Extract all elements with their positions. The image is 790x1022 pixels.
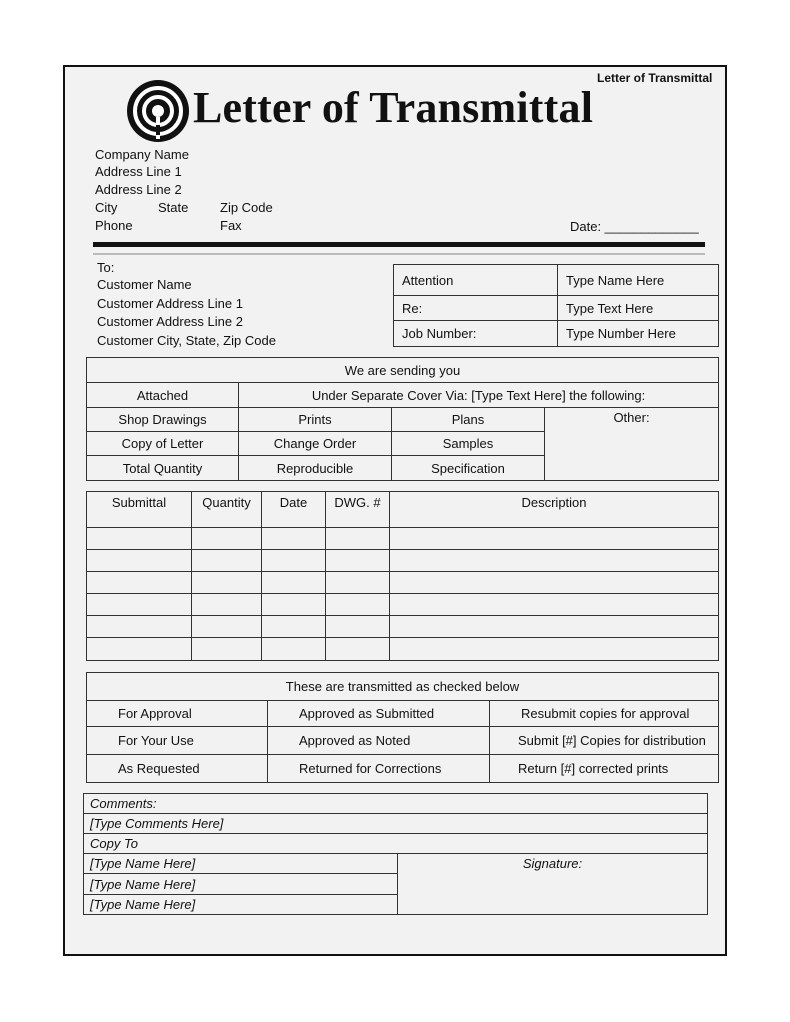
option-reproducible[interactable]: Reproducible <box>239 456 392 481</box>
concentric-circle-logo-icon <box>126 79 190 143</box>
option-other[interactable]: Other: <box>545 408 719 481</box>
customer-address-2[interactable]: Customer Address Line 2 <box>97 314 243 329</box>
option-samples[interactable]: Samples <box>392 432 545 456</box>
option-total-quantity[interactable]: Total Quantity <box>87 456 239 481</box>
re-value[interactable]: Type Text Here <box>558 296 719 321</box>
copy-to-label: Copy To <box>84 834 708 854</box>
table-row[interactable] <box>87 550 719 572</box>
table-row[interactable] <box>87 594 719 616</box>
option-returned-for-corrections[interactable]: Returned for Corrections <box>268 755 490 783</box>
re-label: Re: <box>394 296 558 321</box>
table-row[interactable] <box>87 616 719 638</box>
header-date: Date <box>262 492 326 528</box>
customer-address-1[interactable]: Customer Address Line 1 <box>97 296 243 311</box>
date-field[interactable]: Date: _____________ <box>570 219 699 234</box>
option-shop-drawings[interactable]: Shop Drawings <box>87 408 239 432</box>
option-approved-as-submitted[interactable]: Approved as Submitted <box>268 701 490 727</box>
company-phone: Phone <box>95 218 133 233</box>
separate-cover-option[interactable]: Under Separate Cover Via: [Type Text Here] the following: <box>239 383 719 408</box>
job-number-label: Job Number: <box>394 321 558 347</box>
customer-city-line[interactable]: Customer City, State, Zip Code <box>97 333 276 348</box>
table-row[interactable] <box>87 638 719 661</box>
attached-option[interactable]: Attached <box>87 383 239 408</box>
option-submit-copies[interactable]: Submit [#] Copies for distribution <box>490 727 719 755</box>
copy-to-name-2[interactable]: [Type Name Here] <box>84 874 398 895</box>
comments-field[interactable]: [Type Comments Here] <box>84 814 708 834</box>
company-address-1: Address Line 1 <box>95 164 182 179</box>
company-fax: Fax <box>220 218 242 233</box>
option-change-order[interactable]: Change Order <box>239 432 392 456</box>
option-for-your-use[interactable]: For Your Use <box>87 727 268 755</box>
option-plans[interactable]: Plans <box>392 408 545 432</box>
option-return-prints[interactable]: Return [#] corrected prints <box>490 755 719 783</box>
company-city: City <box>95 200 118 215</box>
page-title: Letter of Transmittal <box>193 83 594 132</box>
company-address-2: Address Line 2 <box>95 182 182 197</box>
company-state: State <box>158 200 189 215</box>
option-as-requested[interactable]: As Requested <box>87 755 268 783</box>
option-for-approval[interactable]: For Approval <box>87 701 268 727</box>
option-specification[interactable]: Specification <box>392 456 545 481</box>
attention-value[interactable]: Type Name Here <box>558 265 719 296</box>
header-dwg: DWG. # <box>326 492 390 528</box>
attention-label: Attention <box>394 265 558 296</box>
company-name: Company Name <box>95 147 189 162</box>
option-resubmit-copies[interactable]: Resubmit copies for approval <box>490 701 719 727</box>
items-table <box>86 491 719 661</box>
copy-to-name-1[interactable]: [Type Name Here] <box>84 854 398 874</box>
company-zip: Zip Code <box>220 200 273 215</box>
header-submittal: Submittal <box>87 492 192 528</box>
signature-field[interactable]: Signature: <box>398 854 708 915</box>
header-description: Description <box>390 492 719 528</box>
option-copy-of-letter[interactable]: Copy of Letter <box>87 432 239 456</box>
option-prints[interactable]: Prints <box>239 408 392 432</box>
transmitted-table <box>86 672 719 783</box>
table-row[interactable] <box>87 572 719 594</box>
info-table <box>393 264 719 347</box>
header-quantity: Quantity <box>192 492 262 528</box>
sending-table <box>86 357 719 481</box>
customer-name[interactable]: Customer Name <box>97 277 192 292</box>
option-approved-as-noted[interactable]: Approved as Noted <box>268 727 490 755</box>
sending-header: We are sending you <box>87 358 719 383</box>
comments-label: Comments: <box>84 794 708 814</box>
footer-table <box>83 793 708 915</box>
to-label: To: <box>97 260 115 275</box>
header-divider <box>93 242 705 247</box>
job-number-value[interactable]: Type Number Here <box>558 321 719 347</box>
copy-to-name-3[interactable]: [Type Name Here] <box>84 895 398 915</box>
transmitted-header: These are transmitted as checked below <box>87 673 719 701</box>
table-row[interactable] <box>87 528 719 550</box>
header-divider-shadow <box>93 253 705 255</box>
corner-title: Letter of Transmittal <box>597 71 713 85</box>
